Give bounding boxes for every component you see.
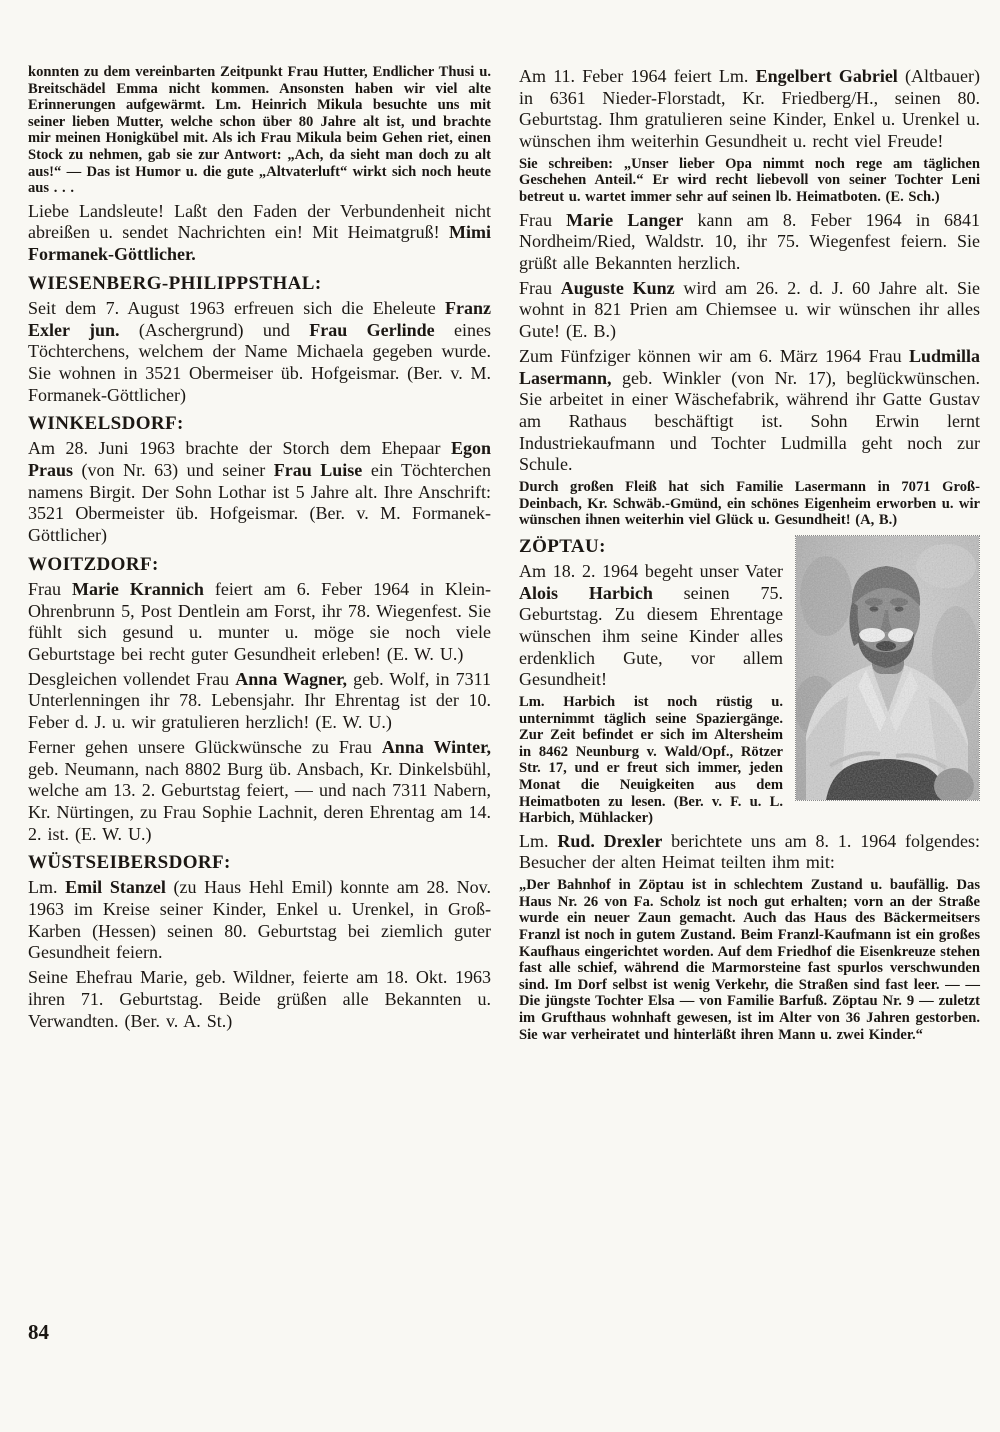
paragraph-text: Sie schreiben: „Unser lieber Opa nimmt noch rege am täglichen Geschehen Anteil.“ Er wird recht liebevoll von seiner Tochter Leni betreut u. wartet immer sehr auf seinen lb. Heimatboten. (E. Sch.) <box>519 155 980 205</box>
bold-name-text: Frau Luise <box>273 460 363 481</box>
paragraph-text: geb. Winkler (von Nr. 17), beglückwünschen. Sie arbeitet in einer Wäschefabrik, während ihr Gatte Gustav am Rathaus beschäftigt ist. Sohn Erwin lernt Industriekaufmann und Tochter Ludmilla geht noch zur Schule. <box>519 367 980 475</box>
heading-woitzdorf: WOITZDORF: <box>28 553 159 575</box>
paragraph-text: (von Nr. 63) und seiner <box>73 460 274 481</box>
woitzdorf-paragraph-3 <box>28 737 491 846</box>
paragraph-text: Ferner gehen unsere Glückwünsche zu Frau <box>28 736 382 757</box>
wiesenberg-paragraph <box>28 298 491 407</box>
greeting-paragraph <box>28 201 491 266</box>
continuation-paragraph <box>28 64 491 197</box>
lasermann-note-paragraph <box>519 479 980 529</box>
paragraph-text: kann am 8. Feber 1964 in 6841 Nordheim/Ried, Waldstr. 10, ihr 75. Wiegenfest feiern. Sie grüßt alle Bekannten herzlich. <box>519 209 980 273</box>
bold-name-text: Marie Krannich <box>71 578 204 599</box>
paragraph-text: Frau <box>28 578 72 599</box>
paragraph-text: ein Töchterchen namens Birgit. Der Sohn Lothar ist 5 Jahre alt. Ihre Anschrift: 3521 Obermeister üb. Hofgeismar. (Ber. v. M. Formanek-Göttlicher) <box>28 460 491 546</box>
paragraph-text: Seine Ehefrau Marie, geb. Wildner, feierte am 18. Okt. 1963 ihren 71. Geburtstag. Beide grüßen alle Bekannten u. Verwandten. (Ber. v. A. St.) <box>28 967 491 1031</box>
page-number: 84 <box>28 1320 49 1344</box>
bold-name-text: Alois Harbich <box>519 582 653 603</box>
wuestseibersdorf-paragraph-2 <box>28 967 491 1032</box>
bold-name-text: Auguste Kunz <box>560 277 675 298</box>
bold-name-text: Anna Winter, <box>381 736 492 757</box>
bold-name-text: Anna Wagner, <box>235 668 347 689</box>
paragraph-text: Seit dem 7. August 1963 erfreuen sich die Eheleute <box>28 297 446 318</box>
bold-name-text: Frau Gerlinde <box>309 319 435 340</box>
heading-zoeptau: ZÖPTAU: <box>519 535 606 557</box>
paragraph-text: Am 11. Feber 1964 feiert Lm. <box>519 66 756 86</box>
heading-wuestseibersdorf: WÜSTSEIBERSDORF: <box>28 852 231 874</box>
paragraph-text: eines Töchterchens, welchem der Name Michaela gegeben wurde. Sie wohnen in 3521 Obermeiser üb. Hofgeismar. (Ber. v. M. Formanek-Göttlicher) <box>28 319 491 405</box>
kunz-paragraph <box>519 278 980 343</box>
drexler-paragraph <box>519 831 980 874</box>
paragraph-text: berichtete uns am 8. 1. 1964 folgendes: Besucher der alten Heimat teilten ihm mit: <box>519 830 981 873</box>
bold-name-text: Marie Langer <box>566 209 684 230</box>
paragraph-text: Lm. <box>519 830 558 851</box>
portrait-photo-illustration <box>796 536 979 800</box>
paragraph-text: wird am 26. 2. d. J. 60 Jahre alt. Sie wohnt in 821 Prien am Chiemsee u. wir wünschen ihr alles Gute! (E. B.) <box>519 277 980 342</box>
paragraph-text: Liebe Landsleute! Laßt den Faden der Verbundenheit nicht abreißen u. sendet Nachrichten ein! Mit Heimatgruß! <box>28 200 491 243</box>
paragraph-text: Frau <box>519 277 561 298</box>
heading-wiesenberg-philippsthal: WIESENBERG-PHILIPPSTHAL: <box>28 272 322 294</box>
paragraph-text: Am 18. 2. 1964 begeht unser Vater <box>519 560 783 581</box>
langer-paragraph <box>519 210 980 275</box>
paragraph-text: (Altbauer) in 6361 Nieder-Florstadt, Kr. Friedberg/H., seinen 80. Geburtstag. Ihm gratulieren seine Kinder, Enkel u. Urenkel u. wünschen ihm weiterhin Gesundheit u. recht viel Freude! <box>519 66 980 152</box>
paragraph-text: konnten zu dem vereinbarten Zeitpunkt Frau Hutter, Endlicher Thusi u. Breitschädel Emma nicht kommen. Ansonsten haben wir viel alte Erinnerungen aufgewärmt. Lm. Heinrich Mikula besuchte uns mit seiner lieben Mutter, welche schon über 80 Jahre alt ist, und brachte mir meinen Honigkübel mit. Als ich Frau Mikula beim Gehen riet, einen Stock zu nehmen, gab sie zur Antwort: „Ach, da sieht man doch zu alt aus!“ — Das ist Humor u. die gute „Altvaterluft“ wirkt sich noch heute aus . . . <box>28 64 491 197</box>
paragraph-text: Frau <box>519 209 567 230</box>
paragraph-text: Durch großen Fleiß hat sich Familie Lasermann in 7071 Groß-Deinbach, Kr. Schwäb.-Gmünd, ein schönes Eigenheim erworben u. wir wünschen ihnen weiterhin viel Glück u. Gesundheit! (A, B.) <box>519 479 980 529</box>
paragraph-text: feiert am 6. Feber 1964 in Klein-Ohrenbrunn 5, Post Dentlein am Forst, ihr 78. Wiegenfest. Sie fühlt sich gesund u. munter u. möge sie noch viele Geburtstage bei recht guter Gesundheit erleben! (E. W. U.) <box>28 578 491 664</box>
zoeptau-report-paragraph <box>519 877 980 1043</box>
left-text-column <box>28 64 491 1035</box>
paragraph-text: Desgleichen vollendet Frau <box>28 668 236 689</box>
bold-name-text: Mimi Formanek-Göttlicher. <box>28 222 491 265</box>
paragraph-text: geb. Neumann, nach 8802 Burg üb. Ansbach, Kr. Dinkelsbühl, welche am 13. 2. Geburtstag feiert, — und nach 7311 Nabern, Kr. Nürtingen, zu Frau Sophie Lachnit, deren Ehrentag am 14. 2. ist. (E. W. U.) <box>28 758 491 844</box>
gabriel-note-paragraph <box>519 156 980 206</box>
bold-name-text: Franz Exler jun. <box>28 297 491 340</box>
paragraph-text: Am 28. Juni 1963 brachte der Storch dem Ehepaar <box>28 438 451 459</box>
woitzdorf-paragraph-2 <box>28 669 491 734</box>
paragraph-text: Lm. <box>28 877 66 898</box>
bold-name-text: Rud. Drexler <box>557 830 663 851</box>
winkelsdorf-paragraph <box>28 438 491 547</box>
paragraph-text: „Der Bahnhof in Zöptau ist in schlechtem Zustand u. baufällig. Das Haus Nr. 26 von Fa. Scholz ist noch gut erhalten; vorn an der Straße wurde ein neuer Zaun gemacht. Auch das Haus des Bäckermeitsers Franzl ist noch in gutem Zustand. Beim Franzl-Kaufmann ist ein großes Kaufhaus eingerichtet worden. Auf dem Friedhof die Eisenkreuze stehen fast alle schief, während die Marmorsteine fast spurlos verschwunden sind. Im Dorf selbst ist wenig Verkehr, die Straßen sind fast leer. — — Die jüngste Tochter Elsa — von Familie Barfuß. Zöptau Nr. 9 — zuletzt im Grufthaus wohnhaft gewesen, ist im Alter von 36 Jahren gestorben. Sie war verheiratet und hinterläßt ihren Mann u. zwei Kinder.“ <box>519 877 980 1043</box>
paragraph-text: seinen 75. Geburtstag. Zu diesem Ehrentage wünschen ihm seine Kinder alles erdenklich Gute, vor allem Gesundheit! <box>519 582 783 690</box>
lasermann-paragraph <box>519 346 980 476</box>
bold-name-text: Engelbert Gabriel <box>755 66 898 86</box>
bold-name-text: Ludmilla Lasermann, <box>519 345 980 388</box>
paragraph-text: (zu Haus Hehl Emil) konnte am 28. Nov. 1963 im Kreise seiner Kinder, Enkel u. Urenkel, in Groß-Karben (Hessen) seinen 80. Geburtstag bei ziemlich guter Gesundheit feiern. <box>28 877 491 963</box>
gabriel-paragraph <box>519 66 980 153</box>
wuestseibersdorf-paragraph-1 <box>28 877 491 964</box>
harbich-portrait-photo <box>795 535 980 801</box>
paragraph-text: geb. Wolf, in 7311 Unterlenningen ihr 78. Lebensjahr. Ihr Ehrentag ist der 10. Feber d. J. u. wir gratulieren herzlich! (E. W. U.) <box>28 668 491 733</box>
paragraph-text: Lm. Harbich ist noch rüstig u. unternimmt täglich seine Spaziergänge. Zur Zeit befindet er sich im Altersheim in 8462 Neunburg v. Wald/Opf., Rötzer Str. 17, und er freut sich immer, jeden Monat die Neuigkeiten aus dem Heimatboten zu lesen. (Ber. v. F. u. L. Harbich, Mühlacker) <box>519 694 783 827</box>
bold-name-text: Egon Praus <box>28 438 491 481</box>
paragraph-text: (Aschergrund) und <box>119 319 310 340</box>
woitzdorf-paragraph-1 <box>28 579 491 666</box>
heading-winkelsdorf: WINKELSDORF: <box>28 413 184 435</box>
right-text-column <box>519 66 980 1047</box>
bold-name-text: Emil Stanzel <box>65 877 166 898</box>
paragraph-text: Zum Fünfziger können wir am 6. März 1964 Frau <box>519 345 909 366</box>
